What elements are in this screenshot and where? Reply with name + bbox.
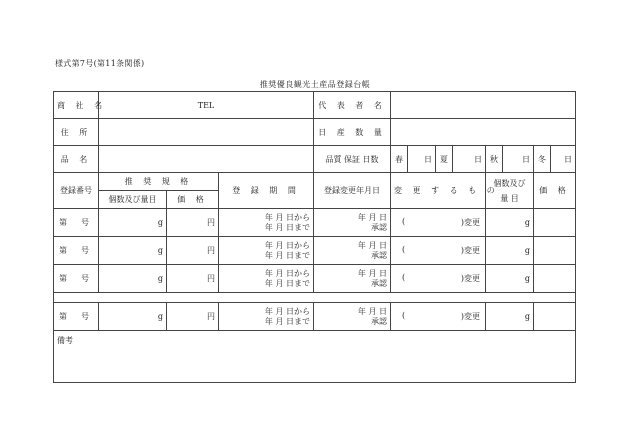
representative-field[interactable] (391, 92, 576, 119)
gram-cell[interactable]: g (99, 303, 167, 331)
period-cell[interactable]: 年 月 日から 年 月 日まで (219, 265, 314, 293)
product-row (54, 146, 576, 173)
change-item-cell[interactable]: ( )変更 (391, 303, 486, 331)
registration-ledger-table (53, 91, 576, 383)
address-field[interactable] (99, 119, 314, 146)
remarks-row (54, 331, 576, 383)
reg-no-cell[interactable]: 第 号 (54, 265, 99, 293)
remarks-label: 備考 (57, 336, 73, 345)
reg-change-date-header: 登録変更年月日 (314, 173, 391, 209)
change-item-cell[interactable]: ( )変更 (391, 265, 486, 293)
autumn-day: 日 (503, 146, 534, 173)
summer-day: 日 (453, 146, 486, 173)
address-row (54, 119, 576, 146)
qty-weight-header: 個数及び量目 (99, 191, 167, 209)
shop-name-row (54, 92, 576, 119)
product-field[interactable] (99, 146, 314, 173)
reg-period-header: 登 録 期 間 (219, 173, 314, 209)
product-label: 品 名 (54, 146, 99, 173)
change-item-cell[interactable]: ( )変更 (391, 209, 486, 237)
header-row-1 (54, 173, 576, 191)
period-cell[interactable]: 年 月 日から 年 月 日まで (219, 237, 314, 265)
rec-spec-header: 推 奨 規 格 (99, 173, 219, 191)
yen-cell[interactable]: 円 (167, 237, 219, 265)
price2-header: 価 格 (534, 173, 576, 209)
gram2-cell[interactable]: g (486, 237, 534, 265)
tel-label: TEL (99, 92, 314, 119)
ledger-title: 推奨優良観光土産品登録台帳 (259, 80, 371, 89)
spring-day: 日 (408, 146, 436, 173)
yen-cell[interactable]: 円 (167, 209, 219, 237)
gram-cell[interactable]: g (99, 265, 167, 293)
change-date-cell[interactable]: 年 月 日 承認 (314, 237, 391, 265)
winter-label: 冬 (534, 146, 551, 173)
spring-label: 春 (391, 146, 408, 173)
gram-cell[interactable]: g (99, 209, 167, 237)
form-number-label: 様式第7号(第11条関係) (55, 59, 145, 68)
remarks-cell[interactable] (54, 331, 576, 383)
production-qty-label: 日 産 数 量 (314, 119, 391, 146)
gram2-cell[interactable]: g (486, 265, 534, 293)
reg-no-cell[interactable]: 第 号 (54, 209, 99, 237)
period-cell[interactable]: 年 月 日から 年 月 日まで (219, 303, 314, 331)
yen-cell[interactable]: 円 (167, 303, 219, 331)
representative-label: 代 表 者 名 (314, 92, 391, 119)
change-date-cell[interactable]: 年 月 日 承認 (314, 265, 391, 293)
changed-item-header: 変 更 す る も の (391, 173, 486, 209)
reg-no-header: 登録番号 (54, 173, 99, 209)
table-row (54, 209, 576, 237)
shop-name-label: 商 社 名 (54, 92, 99, 119)
table-row (54, 303, 576, 331)
summer-label: 夏 (436, 146, 453, 173)
table-row (54, 237, 576, 265)
price2-cell[interactable] (534, 237, 576, 265)
price2-cell[interactable] (534, 303, 576, 331)
reg-no-cell[interactable]: 第 号 (54, 303, 99, 331)
change-date-cell[interactable]: 年 月 日 承認 (314, 209, 391, 237)
yen-cell[interactable]: 円 (167, 265, 219, 293)
shelf-life-label: 品質 保証 日数 (314, 146, 391, 173)
gram2-cell[interactable]: g (486, 209, 534, 237)
production-qty-field[interactable] (391, 119, 576, 146)
table-row (54, 265, 576, 293)
separator-cell (54, 293, 576, 303)
change-item-cell[interactable]: ( )変更 (391, 237, 486, 265)
autumn-label: 秋 (486, 146, 503, 173)
period-cell[interactable]: 年 月 日から 年 月 日まで (219, 209, 314, 237)
change-date-cell[interactable]: 年 月 日 承認 (314, 303, 391, 331)
separator-band (54, 293, 576, 303)
gram2-cell[interactable]: g (486, 303, 534, 331)
count-weight-line2: 量 目 (500, 193, 519, 203)
gram-cell[interactable]: g (99, 237, 167, 265)
reg-no-cell[interactable]: 第 号 (54, 237, 99, 265)
price-header: 価 格 (167, 191, 219, 209)
price2-cell[interactable] (534, 209, 576, 237)
count-weight-line1: 個数及び (493, 178, 526, 188)
winter-day: 日 (551, 146, 576, 173)
price2-cell[interactable] (534, 265, 576, 293)
address-label: 住 所 (54, 119, 99, 146)
